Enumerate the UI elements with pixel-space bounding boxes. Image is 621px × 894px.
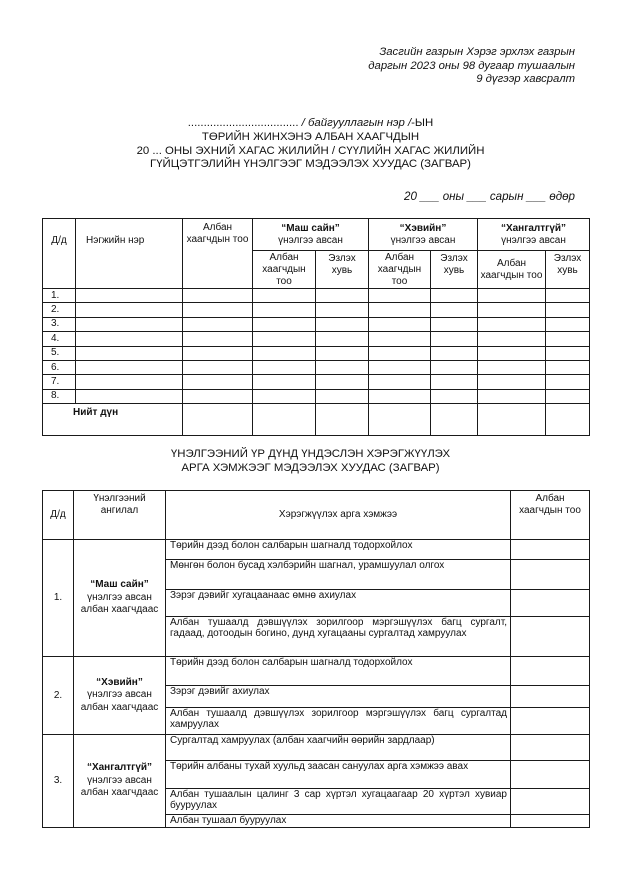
normal-count-cell[interactable] bbox=[369, 375, 431, 389]
measure-text: Албан тушаалын цалинг 3 сар хүртэл хугацаагаар 20 хүртэл хувиар бууруулах bbox=[166, 789, 511, 815]
category-cell bbox=[74, 657, 166, 735]
table-row bbox=[43, 317, 590, 331]
unsatisfactory-count-cell[interactable] bbox=[478, 303, 546, 317]
unit-name-cell[interactable] bbox=[76, 317, 183, 331]
staff-count-cell[interactable] bbox=[183, 303, 253, 317]
unsatisfactory-percent-cell[interactable] bbox=[546, 332, 590, 346]
organization-suffix: -ЫН bbox=[411, 117, 434, 129]
very-good-percent-cell[interactable] bbox=[316, 289, 369, 303]
header-group-unsatisfactory bbox=[478, 219, 590, 251]
unsatisfactory-count-cell[interactable] bbox=[478, 346, 546, 360]
normal-percent-cell[interactable] bbox=[431, 332, 478, 346]
staff-count-cell[interactable] bbox=[183, 346, 253, 360]
subheader-percent: Эзлэх хувь bbox=[431, 251, 478, 289]
total-staff-count-cell[interactable] bbox=[183, 404, 253, 436]
group-number: 3. bbox=[43, 735, 74, 828]
measure-text: Төрийн дээд болон салбарын шагналд тодорхойлох bbox=[166, 540, 511, 560]
table-row bbox=[43, 540, 590, 560]
normal-count-cell[interactable] bbox=[369, 303, 431, 317]
organization-name-hint: / байгууллагын нэр / bbox=[298, 117, 412, 129]
subheader-count: Албан хаагчдын тоо bbox=[369, 251, 431, 289]
total-unsatisfactory-percent-cell[interactable] bbox=[546, 404, 590, 436]
normal-percent-cell[interactable] bbox=[431, 360, 478, 374]
total-label: Нийт дүн bbox=[43, 404, 183, 436]
very-good-percent-cell[interactable] bbox=[316, 303, 369, 317]
very-good-percent-cell[interactable] bbox=[316, 375, 369, 389]
unit-name-cell[interactable] bbox=[76, 389, 183, 403]
group-subtitle: үнэлгээ авсан bbox=[501, 234, 566, 246]
form-title bbox=[0, 117, 621, 172]
title-line-1: ТӨРИЙН ЖИНХЭНЭ АЛБАН ХААГЧДЫН bbox=[201, 130, 420, 143]
measure-text: Сургалтад хамруулах (албан хаагчийн өөрийн зардлаар) bbox=[166, 735, 511, 761]
annex-line-2: даргын 2023 оны 98 дугаар тушаалын bbox=[368, 59, 575, 72]
date-line: 20 ___ оны ___ сарын ___ өдөр bbox=[404, 190, 575, 203]
evaluation-summary-table bbox=[42, 218, 590, 436]
category-title: “Хангалтгүй” bbox=[86, 762, 153, 774]
measure-text: Албан тушаалд дэвшүүлэх зорилгоор мэргэшүүлэх багц сургалтад хамруулах bbox=[166, 708, 511, 735]
very-good-percent-cell[interactable] bbox=[316, 332, 369, 346]
very-good-percent-cell[interactable] bbox=[316, 360, 369, 374]
subheader-percent: Эзлэх хувь bbox=[546, 251, 590, 289]
staff-count-cell[interactable] bbox=[183, 360, 253, 374]
very-good-count-cell[interactable] bbox=[253, 303, 316, 317]
row-number: 7. bbox=[43, 375, 76, 389]
annex-line-3: 9 дүгээр хавсралт bbox=[476, 73, 575, 86]
normal-count-cell[interactable] bbox=[369, 317, 431, 331]
group-subtitle: үнэлгээ авсан bbox=[278, 234, 343, 246]
unsatisfactory-count-cell[interactable] bbox=[478, 289, 546, 303]
header-dd: Д/д bbox=[43, 491, 74, 540]
measure-count-cell[interactable] bbox=[511, 540, 590, 560]
measure-count-cell[interactable] bbox=[511, 761, 590, 789]
normal-percent-cell[interactable] bbox=[431, 303, 478, 317]
subheader-count: Албан хаагчдын тоо bbox=[253, 251, 316, 289]
row-number: 4. bbox=[43, 332, 76, 346]
measures-form-title bbox=[0, 447, 621, 475]
total-normal-percent-cell[interactable] bbox=[431, 404, 478, 436]
table-row bbox=[43, 735, 590, 761]
organization-blank: ................................... bbox=[187, 117, 299, 129]
total-very-good-percent-cell[interactable] bbox=[316, 404, 369, 436]
measure-text: Төрийн албаны тухай хуульд заасан сануулах арга хэмжээ авах bbox=[166, 761, 511, 789]
category-title: “Маш сайн” bbox=[90, 579, 149, 591]
header-staff-count: Албан хаагчдын тоо bbox=[183, 219, 253, 289]
category-subtitle: үнэлгээ авсан албан хаагчдаас bbox=[80, 774, 159, 799]
group-title: “Хангалтгүй” bbox=[500, 222, 567, 234]
very-good-count-cell[interactable] bbox=[253, 346, 316, 360]
unsatisfactory-percent-cell[interactable] bbox=[546, 346, 590, 360]
unit-name-cell[interactable] bbox=[76, 289, 183, 303]
title-line-3: ГҮЙЦЭТГЭЛИЙН ҮНЭЛГЭЭГ МЭДЭЭЛЭХ ХУУДАС (ЗАГВАР) bbox=[150, 158, 471, 171]
unsatisfactory-count-cell[interactable] bbox=[478, 360, 546, 374]
unit-name-cell[interactable] bbox=[76, 375, 183, 389]
normal-count-cell[interactable] bbox=[369, 389, 431, 403]
very-good-count-cell[interactable] bbox=[253, 317, 316, 331]
measure-text: Зэрэг дэвийг ахиулах bbox=[166, 686, 511, 708]
measure-count-cell[interactable] bbox=[511, 686, 590, 708]
unsatisfactory-count-cell[interactable] bbox=[478, 317, 546, 331]
measure-count-cell[interactable] bbox=[511, 657, 590, 686]
measure-count-cell[interactable] bbox=[511, 590, 590, 617]
normal-count-cell[interactable] bbox=[369, 346, 431, 360]
measures-title-line-2: АРГА ХЭМЖЭЭГ МЭДЭЭЛЭХ ХУУДАС (ЗАГВАР) bbox=[181, 462, 440, 474]
header-staff-count: Албан хаагчдын тоо bbox=[511, 491, 590, 540]
unsatisfactory-percent-cell[interactable] bbox=[546, 375, 590, 389]
very-good-count-cell[interactable] bbox=[253, 332, 316, 346]
subheader-percent: Эзлэх хувь bbox=[316, 251, 369, 289]
category-subtitle: үнэлгээ авсан албан хаагчдаас bbox=[80, 689, 159, 713]
row-number: 3. bbox=[43, 317, 76, 331]
very-good-count-cell[interactable] bbox=[253, 375, 316, 389]
unsatisfactory-percent-cell[interactable] bbox=[546, 389, 590, 403]
unsatisfactory-percent-cell[interactable] bbox=[546, 360, 590, 374]
unsatisfactory-percent-cell[interactable] bbox=[546, 289, 590, 303]
subheader-count: Албан хаагчдын тоо bbox=[478, 251, 546, 289]
row-number: 5. bbox=[43, 346, 76, 360]
measure-count-cell[interactable] bbox=[511, 560, 590, 590]
normal-percent-cell[interactable] bbox=[431, 375, 478, 389]
category-cell bbox=[74, 735, 166, 828]
measure-text: Албан тушаал бууруулах bbox=[166, 815, 511, 828]
unsatisfactory-percent-cell[interactable] bbox=[546, 317, 590, 331]
unit-name-cell[interactable] bbox=[76, 360, 183, 374]
group-number: 2. bbox=[43, 657, 74, 735]
group-subtitle: үнэлгээ авсан bbox=[390, 234, 456, 246]
normal-count-cell[interactable] bbox=[369, 332, 431, 346]
measure-count-cell[interactable] bbox=[511, 735, 590, 761]
very-good-percent-cell[interactable] bbox=[316, 389, 369, 403]
measure-text: Албан тушаалд дэвшүүлэх зорилгоор мэргэшүүлэх багц сургалт, гадаад, дотоодын богино, дунд хугацааны сургалтад хамруулах bbox=[166, 617, 511, 657]
row-number: 8. bbox=[43, 389, 76, 403]
measure-text: Төрийн дээд болон салбарын шагналд тодорхойлох bbox=[166, 657, 511, 686]
title-line-2: 20 ... ОНЫ ЭХНИЙ ХАГАС ЖИЛИЙН / СҮҮЛИЙН ХАГАС ЖИЛИЙН bbox=[136, 144, 485, 157]
normal-percent-cell[interactable] bbox=[431, 346, 478, 360]
staff-count-cell[interactable] bbox=[183, 332, 253, 346]
staff-count-cell[interactable] bbox=[183, 289, 253, 303]
unsatisfactory-count-cell[interactable] bbox=[478, 375, 546, 389]
very-good-percent-cell[interactable] bbox=[316, 346, 369, 360]
category-title: “Хэвийн” bbox=[96, 676, 143, 688]
header-category: Үнэлгээний ангилал bbox=[74, 491, 166, 540]
normal-percent-cell[interactable] bbox=[431, 289, 478, 303]
measures-table bbox=[42, 490, 590, 828]
staff-count-cell[interactable] bbox=[183, 375, 253, 389]
organization-line bbox=[0, 117, 621, 131]
header-group-normal bbox=[369, 219, 478, 251]
unsatisfactory-percent-cell[interactable] bbox=[546, 303, 590, 317]
very-good-percent-cell[interactable] bbox=[316, 317, 369, 331]
total-row bbox=[43, 404, 590, 436]
row-number: 2. bbox=[43, 303, 76, 317]
table-row bbox=[43, 346, 590, 360]
normal-percent-cell[interactable] bbox=[431, 389, 478, 403]
header-measures: Хэрэгжүүлэх арга хэмжээ bbox=[166, 491, 511, 540]
category-subtitle: үнэлгээ авсан албан хаагчдаас bbox=[80, 591, 159, 616]
very-good-count-cell[interactable] bbox=[253, 389, 316, 403]
very-good-count-cell[interactable] bbox=[253, 360, 316, 374]
total-normal-count-cell[interactable] bbox=[369, 404, 431, 436]
table-row bbox=[43, 303, 590, 317]
table-row bbox=[43, 332, 590, 346]
measure-text: Мөнгөн болон бусад хэлбэрийн шагнал, урамшуулал олгох bbox=[166, 560, 511, 590]
staff-count-cell[interactable] bbox=[183, 389, 253, 403]
measure-count-cell[interactable] bbox=[511, 617, 590, 657]
annex-reference bbox=[275, 46, 575, 87]
unit-name-cell[interactable] bbox=[76, 346, 183, 360]
normal-count-cell[interactable] bbox=[369, 289, 431, 303]
unit-name-cell[interactable] bbox=[76, 332, 183, 346]
unsatisfactory-count-cell[interactable] bbox=[478, 389, 546, 403]
measure-count-cell[interactable] bbox=[511, 789, 590, 815]
normal-percent-cell[interactable] bbox=[431, 317, 478, 331]
row-number: 1. bbox=[43, 289, 76, 303]
group-title: “Маш сайн” bbox=[281, 222, 340, 234]
total-very-good-count-cell[interactable] bbox=[253, 404, 316, 436]
unit-name-cell[interactable] bbox=[76, 303, 183, 317]
group-number: 1. bbox=[43, 540, 74, 657]
category-cell bbox=[74, 540, 166, 657]
header-group-very-good bbox=[253, 219, 369, 251]
header-unit-name: Нэгжийн нэр bbox=[76, 219, 183, 289]
measure-count-cell[interactable] bbox=[511, 815, 590, 828]
measure-count-cell[interactable] bbox=[511, 708, 590, 735]
table-row bbox=[43, 289, 590, 303]
measure-text: Зэрэг дэвийг хугацаанаас өмнө ахиулах bbox=[166, 590, 511, 617]
unsatisfactory-count-cell[interactable] bbox=[478, 332, 546, 346]
total-unsatisfactory-count-cell[interactable] bbox=[478, 404, 546, 436]
annex-line-1: Засгийн газрын Хэрэг эрхлэх газрын bbox=[379, 46, 575, 58]
normal-count-cell[interactable] bbox=[369, 360, 431, 374]
very-good-count-cell[interactable] bbox=[253, 289, 316, 303]
row-number: 6. bbox=[43, 360, 76, 374]
group-title: “Хэвийн” bbox=[399, 222, 447, 234]
header-dd: Д/д bbox=[43, 219, 76, 289]
table-row bbox=[43, 360, 590, 374]
table-row bbox=[43, 389, 590, 403]
measures-title-line-1: ҮНЭЛГЭЭНИЙ ҮР ДҮНД ҮНДЭСЛЭН ХЭРЭГЖҮҮЛЭХ bbox=[170, 448, 451, 460]
table-row bbox=[43, 657, 590, 686]
table-row bbox=[43, 375, 590, 389]
staff-count-cell[interactable] bbox=[183, 317, 253, 331]
